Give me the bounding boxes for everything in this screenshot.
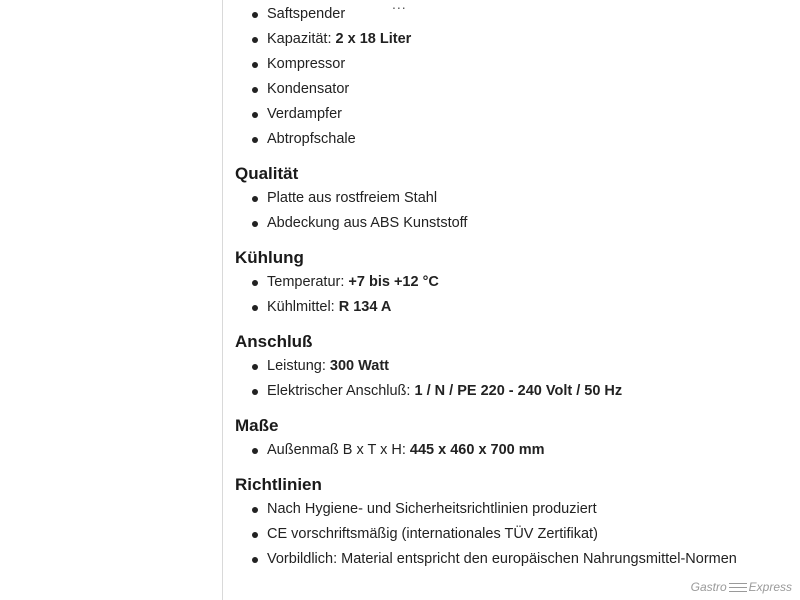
section-heading-kuehlung: Kühlung bbox=[235, 248, 304, 267]
section-heading-anschluss: Anschluß bbox=[235, 332, 313, 351]
section-heading-masse: Maße bbox=[235, 416, 279, 435]
item-value: R 134 A bbox=[338, 299, 392, 315]
more-options-icon[interactable]: ... bbox=[392, 0, 407, 12]
feature-list bbox=[235, 0, 795, 152]
item-label: Platte aus rostfreiem Stahl bbox=[267, 190, 438, 206]
item-label: Kompressor bbox=[267, 56, 346, 72]
list-item bbox=[235, 211, 795, 236]
product-description bbox=[235, 0, 795, 572]
list-item bbox=[235, 27, 795, 52]
watermark-left-text: Gastro bbox=[690, 580, 727, 594]
list-item bbox=[235, 2, 795, 27]
item-label: Elektrischer Anschluß: bbox=[267, 383, 415, 399]
item-label: Saftspender bbox=[267, 6, 346, 22]
item-label: Vorbildlich: Material entspricht den europäischen Nahrungsmittel-Normen bbox=[267, 551, 737, 567]
list-item bbox=[235, 379, 795, 404]
item-value: 1 / N / PE 220 - 240 Volt / 50 Hz bbox=[414, 383, 623, 399]
item-value: 300 Watt bbox=[329, 358, 389, 374]
list-item bbox=[235, 354, 795, 379]
content-left-border bbox=[222, 0, 223, 600]
list-item bbox=[235, 77, 795, 102]
item-label: Leistung: bbox=[267, 358, 330, 374]
item-label: Temperatur: bbox=[267, 274, 349, 290]
list-item bbox=[235, 102, 795, 127]
item-label: Verdampfer bbox=[267, 106, 342, 122]
item-label: Kondensator bbox=[267, 81, 350, 97]
list-item bbox=[235, 522, 795, 547]
list-item bbox=[235, 186, 795, 211]
list-item bbox=[235, 270, 795, 295]
item-label: Kühlmittel: bbox=[267, 299, 339, 315]
item-label: Außenmaß B x T x H: bbox=[267, 442, 410, 458]
connection-list bbox=[235, 354, 795, 404]
watermark-lines-icon bbox=[729, 583, 747, 592]
quality-list bbox=[235, 186, 795, 236]
list-item bbox=[235, 438, 795, 463]
list-item bbox=[235, 547, 795, 572]
gastro-express-watermark bbox=[691, 580, 792, 594]
section-heading-qualitaet: Qualität bbox=[235, 164, 299, 183]
guidelines-list bbox=[235, 497, 795, 572]
dimensions-list bbox=[235, 438, 795, 463]
item-value: +7 bis +12 °C bbox=[348, 274, 439, 290]
item-label: Abtropfschale bbox=[267, 131, 356, 147]
item-value: 2 x 18 Liter bbox=[335, 31, 412, 47]
list-item bbox=[235, 52, 795, 77]
list-item bbox=[235, 497, 795, 522]
item-label: Abdeckung aus ABS Kunststoff bbox=[267, 215, 468, 231]
list-item bbox=[235, 127, 795, 152]
section-heading-richtlinien: Richtlinien bbox=[235, 475, 322, 494]
watermark-right-text: Express bbox=[748, 580, 792, 594]
item-value: 445 x 460 x 700 mm bbox=[409, 442, 545, 458]
item-label: Nach Hygiene- und Sicherheitsrichtlinien produziert bbox=[267, 501, 597, 517]
item-label: CE vorschriftsmäßig (internationales TÜV Zertifikat) bbox=[267, 526, 598, 542]
cooling-list bbox=[235, 270, 795, 320]
item-label: Kapazität: bbox=[267, 31, 336, 47]
list-item bbox=[235, 295, 795, 320]
